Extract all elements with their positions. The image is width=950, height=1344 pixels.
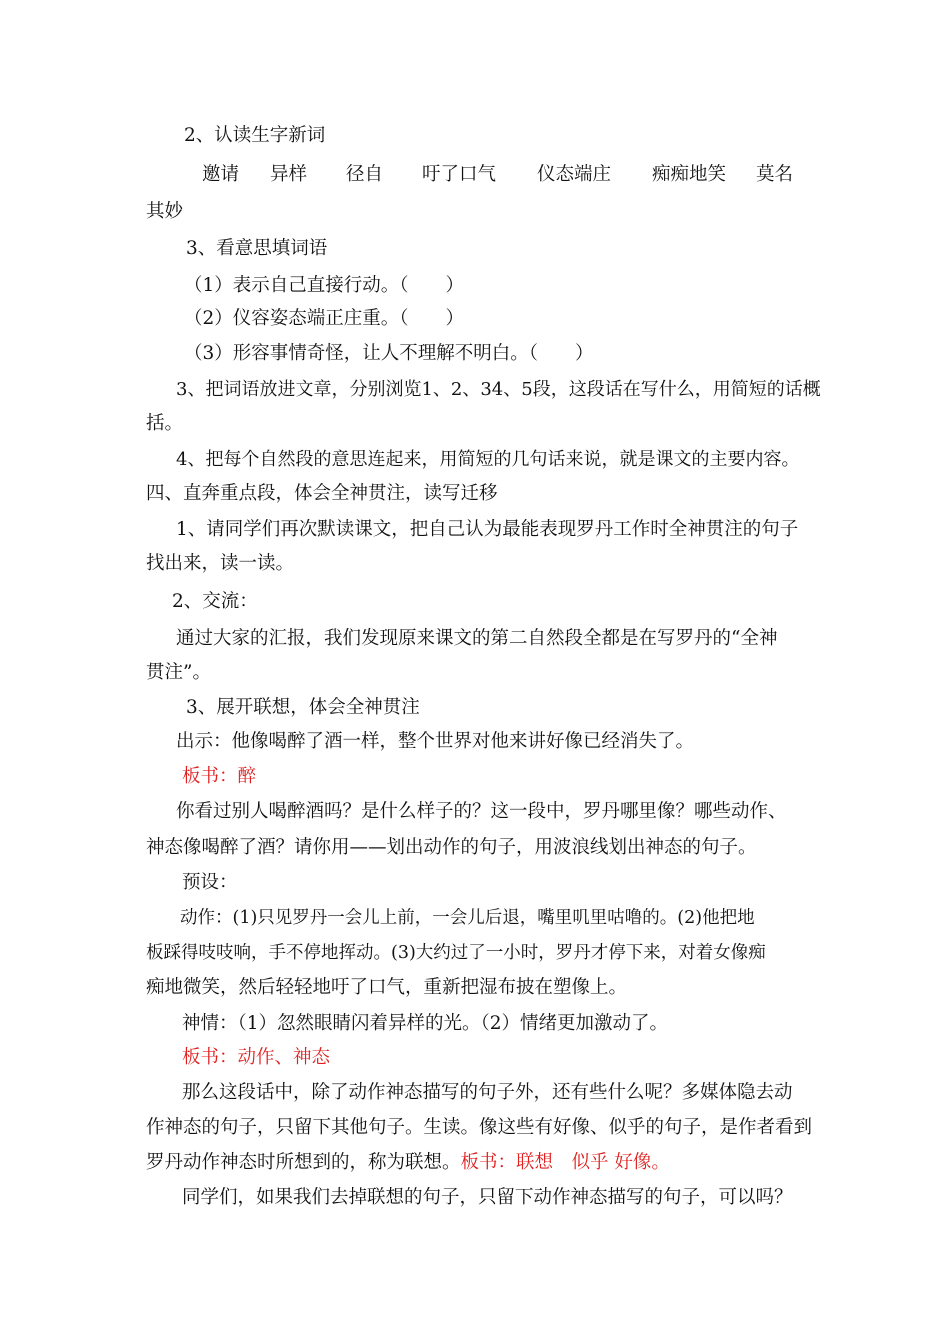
section-heading: 四、直奔重点段，体会全神贯注，读写迁移 (146, 483, 498, 504)
section-item: 3、展开联想，体会全神贯注 (186, 697, 420, 718)
vocab-word: 仪态端庄 (537, 164, 612, 185)
paragraph: 1、请同学们再次默读课文，把自己认为最能表现罗丹工作时全神贯注的句子 (176, 519, 799, 540)
section-item: 3、看意思填词语 (186, 238, 328, 259)
board-note: 板书：联想 似乎 好像。 (460, 1152, 670, 1173)
section-item: 2、认读生字新词 (184, 125, 326, 146)
board-note: 板书：动作、神态 (182, 1047, 331, 1068)
fill-in-item: （3）形容事情奇怪，让人不理解不明白。（ ） (184, 343, 594, 364)
paragraph: 痴地微笑，然后轻轻地吁了口气，重新把湿布披在塑像上。 (146, 977, 628, 998)
paragraph (146, 1151, 670, 1175)
section-item: 2、交流： (172, 591, 258, 612)
fill-in-item: （1）表示自己直接行动。（ ） (184, 275, 465, 296)
vocab-word: 径自 (346, 164, 384, 185)
paragraph: 动作：(1)只见罗丹一会儿上前，一会儿后退，嘴里叽里咕噜的。(2)他把地 (180, 908, 755, 928)
paragraph: 同学们，如果我们去掉联想的句子，只留下动作神态描写的句子，可以吗？ (182, 1187, 793, 1208)
paragraph: 板踩得吱吱响，手不停地挥动。(3)大约过了一小时，罗丹才停下来，对着女像痴 (146, 943, 766, 963)
paragraph: 神态像喝醉了酒？请你用——划出动作的句子，用波浪线划出神态的句子。 (146, 837, 757, 858)
paragraph: 作神态的句子，只留下其他句子。生读。像这些有好像、似乎的句子，是作者看到 (146, 1117, 813, 1138)
paragraph: 你看过别人喝醉酒吗？是什么样子的？这一段中，罗丹哪里像？哪些动作、 (176, 801, 787, 822)
paragraph: 出示：他像喝醉了酒一样，整个世界对他来讲好像已经消失了。 (176, 731, 695, 752)
paragraph: 贯注”。 (146, 662, 211, 683)
paragraph-text: 罗丹动作神态时所想到的，称为联想。 (146, 1152, 461, 1173)
vocab-word: 异样 (270, 164, 308, 185)
paragraph: 那么这段话中，除了动作神态描写的句子外，还有些什么呢？多媒体隐去动 (182, 1082, 793, 1103)
vocab-word: 邀请 (202, 164, 240, 185)
paragraph: 括。 (146, 413, 184, 434)
board-note: 板书：醉 (182, 766, 257, 787)
paragraph: 预设： (182, 872, 238, 893)
paragraph: 4、把每个自然段的意思连起来，用简短的几句话来说，就是课文的主要内容。 (176, 449, 800, 470)
paragraph: 3、把词语放进文章，分别浏览1、2、34、5段，这段话在写什么，用简短的话概 (176, 379, 821, 400)
vocab-word: 莫名 (756, 164, 794, 185)
vocab-continuation: 其妙 (146, 201, 184, 222)
paragraph: 通过大家的汇报，我们发现原来课文的第二自然段全都是在写罗丹的“全神 (176, 628, 778, 649)
vocabulary-row (0, 163, 950, 187)
vocab-word: 痴痴地笑 (652, 164, 727, 185)
paragraph: 神情：（1）忽然眼睛闪着异样的光。（2）情绪更加激动了。 (182, 1013, 669, 1034)
vocab-word: 吁了口气 (422, 164, 497, 185)
fill-in-item: （2）仪容姿态端正庄重。（ ） (184, 308, 465, 329)
paragraph: 找出来，读一读。 (146, 553, 295, 574)
